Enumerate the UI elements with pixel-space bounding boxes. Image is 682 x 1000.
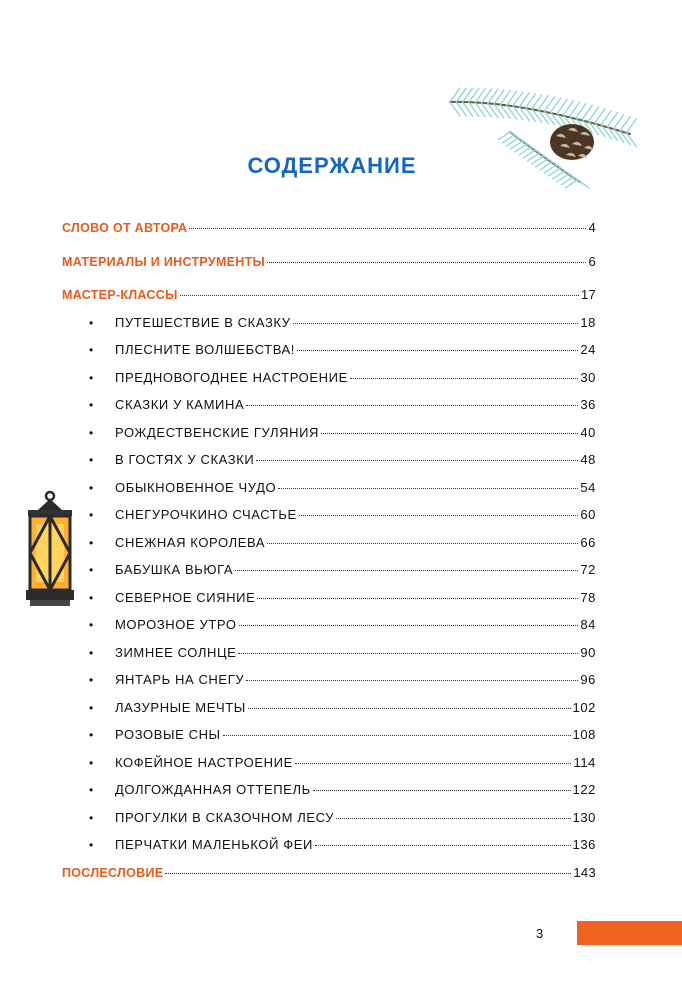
- toc-page: 78: [580, 589, 596, 605]
- bullet: •: [89, 425, 94, 440]
- bullet: •: [89, 315, 94, 330]
- toc-page: 17: [580, 287, 596, 302]
- leader-dots: [278, 488, 578, 489]
- leader-dots: [189, 228, 586, 229]
- page-accent-bar: [577, 921, 682, 945]
- toc-page: 36: [580, 397, 596, 412]
- toc-label: СЕВЕРНОЕ СИЯНИЕ: [115, 589, 256, 605]
- toc-subentry[interactable]: [89, 615, 596, 643]
- toc-subentry[interactable]: [89, 340, 596, 368]
- bullet: •: [89, 673, 94, 687]
- toc-subentry[interactable]: [89, 670, 596, 698]
- toc-subentry[interactable]: [89, 643, 596, 671]
- toc-subentry[interactable]: [89, 725, 596, 753]
- toc-page: 54: [580, 479, 596, 495]
- toc-page: 108: [572, 727, 596, 742]
- toc-entry-materials[interactable]: [62, 252, 596, 280]
- toc-page: 30: [580, 369, 596, 385]
- toc-subentry[interactable]: [89, 313, 596, 341]
- toc-page: 84: [580, 617, 596, 632]
- toc-page: 90: [580, 644, 596, 660]
- toc-label: ПЛЕСНИТЕ ВОЛШЕБСТВА!: [115, 342, 296, 357]
- toc-label: БАБУШКА ВЬЮГА: [115, 562, 234, 577]
- toc-page: 4: [588, 220, 596, 235]
- table-of-contents: [62, 218, 596, 890]
- toc-page: 24: [580, 342, 596, 357]
- bullet: •: [89, 838, 94, 852]
- toc-page: 66: [580, 534, 596, 550]
- toc-subentry[interactable]: [89, 780, 596, 808]
- leader-dots: [257, 598, 578, 599]
- leader-dots: [246, 680, 578, 681]
- toc-page: 122: [572, 782, 596, 797]
- leader-dots: [165, 873, 571, 874]
- toc-label: СКАЗКИ У КАМИНА: [115, 397, 245, 412]
- toc-label: РОЖДЕСТВЕНСКИЕ ГУЛЯНИЯ: [115, 424, 320, 440]
- leader-dots: [238, 653, 578, 654]
- toc-label: СЛОВО ОТ АВТОРА: [62, 221, 188, 235]
- leader-dots: [350, 378, 578, 379]
- toc-subentry[interactable]: [89, 505, 596, 533]
- bullet: •: [89, 645, 94, 660]
- leader-dots: [246, 405, 578, 406]
- toc-page: 40: [580, 424, 596, 440]
- toc-subentry[interactable]: [89, 560, 596, 588]
- toc-label: ЯНТАРЬ НА СНЕГУ: [115, 672, 245, 687]
- toc-label: В ГОСТЯХ У СКАЗКИ: [115, 452, 255, 467]
- leader-dots: [293, 323, 579, 324]
- toc-label: ПОСЛЕСЛОВИЕ: [62, 865, 164, 880]
- leader-dots: [313, 790, 571, 791]
- toc-page: 48: [580, 452, 596, 467]
- toc-label: ЛАЗУРНЫЕ МЕЧТЫ: [115, 699, 246, 715]
- toc-page: 6: [588, 253, 596, 269]
- toc-entry-intro[interactable]: [62, 218, 596, 246]
- toc-label: СНЕГУРОЧКИНО СЧАСТЬЕ: [115, 507, 297, 522]
- lantern-icon: [14, 490, 86, 610]
- bullet: •: [89, 453, 94, 467]
- toc-label: РОЗОВЫЕ СНЫ: [115, 727, 221, 742]
- toc-page: 114: [573, 754, 596, 770]
- bullet: •: [89, 508, 94, 522]
- toc-page: 96: [580, 672, 596, 687]
- page-number: 3: [536, 926, 544, 941]
- leader-dots: [239, 625, 579, 626]
- bullet: •: [89, 755, 94, 770]
- toc-label: ПРЕДНОВОГОДНЕЕ НАСТРОЕНИЕ: [115, 369, 348, 385]
- toc-page: 60: [580, 507, 596, 522]
- toc-subentry[interactable]: [89, 533, 596, 561]
- toc-label: ПУТЕШЕСТВИЕ В СКАЗКУ: [115, 314, 291, 330]
- leader-dots: [235, 570, 578, 571]
- toc-page: 143: [573, 864, 596, 880]
- toc-subentry[interactable]: [89, 698, 596, 726]
- bullet: •: [89, 343, 94, 357]
- toc-subentry[interactable]: [89, 423, 596, 451]
- leader-dots: [299, 515, 579, 516]
- toc-page: 72: [580, 562, 596, 577]
- leader-dots: [267, 543, 578, 544]
- bullet: •: [89, 783, 94, 797]
- toc-subentry[interactable]: [89, 478, 596, 506]
- leader-dots: [295, 763, 572, 764]
- toc-entry-masterclasses[interactable]: [62, 285, 596, 313]
- bullet: •: [89, 590, 94, 605]
- toc-page: 102: [572, 699, 596, 715]
- toc-subentry[interactable]: [89, 753, 596, 781]
- toc-subentry[interactable]: [89, 835, 596, 863]
- toc-label: ПЕРЧАТКИ МАЛЕНЬКОЙ ФЕИ: [115, 837, 313, 852]
- toc-label: ДОЛГОЖДАННАЯ ОТТЕПЕЛЬ: [115, 782, 311, 797]
- toc-label: МАСТЕР-КЛАССЫ: [62, 288, 178, 302]
- leader-dots: [223, 735, 571, 736]
- bullet: •: [89, 563, 94, 577]
- toc-label: МАТЕРИАЛЫ И ИНСТРУМЕНТЫ: [62, 254, 266, 269]
- leader-dots: [321, 433, 578, 434]
- page-title: СОДЕРЖАНИЕ: [247, 153, 417, 178]
- toc-page: 130: [572, 809, 596, 825]
- toc-label: МОРОЗНОЕ УТРО: [115, 617, 237, 632]
- leader-dots: [180, 295, 579, 296]
- toc-subentry[interactable]: [89, 368, 596, 396]
- bullet: •: [89, 618, 94, 632]
- toc-page: 18: [580, 314, 596, 330]
- toc-page: 136: [572, 837, 596, 852]
- bullet: •: [89, 700, 94, 715]
- toc-subentry[interactable]: [89, 395, 596, 423]
- leader-dots: [336, 818, 570, 819]
- toc-label: ПРОГУЛКИ В СКАЗОЧНОМ ЛЕСУ: [115, 809, 335, 825]
- toc-entry-afterword[interactable]: [62, 863, 596, 891]
- toc-subentry[interactable]: [89, 808, 596, 836]
- toc-label: ОБЫКНОВЕННОЕ ЧУДО: [115, 479, 277, 495]
- toc-subentry[interactable]: [89, 450, 596, 478]
- masterclass-list: [62, 313, 596, 863]
- toc-label: ЗИМНЕЕ СОЛНЦЕ: [115, 644, 237, 660]
- bullet: •: [89, 810, 94, 825]
- toc-label: КОФЕЙНОЕ НАСТРОЕНИЕ: [115, 754, 293, 770]
- toc-label: СНЕЖНАЯ КОРОЛЕВА: [115, 534, 266, 550]
- leader-dots: [315, 845, 571, 846]
- bullet: •: [89, 535, 94, 550]
- leader-dots: [256, 460, 578, 461]
- leader-dots: [267, 262, 586, 263]
- bullet: •: [89, 398, 94, 412]
- leader-dots: [297, 350, 578, 351]
- bullet: •: [89, 480, 94, 495]
- bullet: •: [89, 370, 94, 385]
- bullet: •: [89, 728, 94, 742]
- toc-subentry[interactable]: [89, 588, 596, 616]
- leader-dots: [248, 708, 571, 709]
